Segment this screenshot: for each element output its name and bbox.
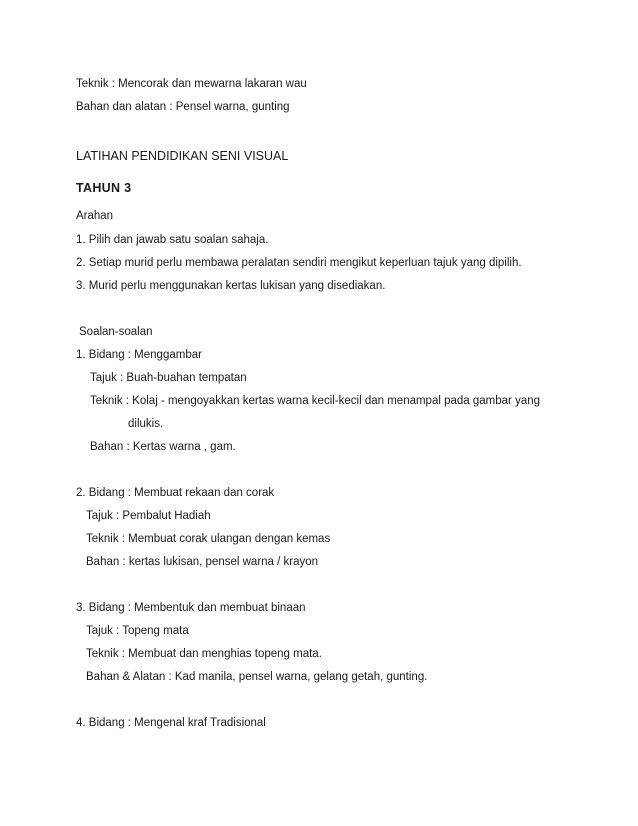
arahan-item-1: 1. Pilih dan jawab satu soalan sahaja.	[76, 234, 269, 246]
q2-teknik: Teknik : Membuat corak ulangan dengan kemas	[86, 533, 331, 545]
q1-bahan: Bahan : Kertas warna , gam.	[90, 441, 236, 453]
q2-bidang: 2. Bidang : Membuat rekaan dan corak	[76, 487, 275, 499]
q1-teknik: Teknik : Kolaj - mengoyakkan kertas warna kecil-kecil dan menampal pada gambar yang	[90, 395, 541, 407]
q3-tajuk: Tajuk : Topeng mata	[86, 625, 189, 637]
q4-bidang: 4. Bidang : Mengenal kraf Tradisional	[76, 717, 266, 729]
arahan-heading: Arahan	[76, 210, 114, 222]
arahan-item-2: 2. Setiap murid perlu membawa peralatan sendiri mengikut keperluan tajuk yang dipilih.	[76, 257, 522, 269]
q1-bidang: 1. Bidang : Menggambar	[76, 349, 202, 361]
document-title: LATIHAN PENDIDIKAN SENI VISUAL	[76, 149, 289, 163]
header-teknik: Teknik : Mencorak dan mewarna lakaran wau	[76, 78, 307, 90]
q3-bidang: 3. Bidang : Membentuk dan membuat binaan	[76, 602, 306, 614]
q3-bahan: Bahan & Alatan : Kad manila, pensel warna, gelang getah, gunting.	[86, 671, 428, 683]
q1-teknik-cont: dilukis.	[128, 418, 164, 430]
arahan-item-3: 3. Murid perlu menggunakan kertas lukisan yang disediakan.	[76, 280, 386, 292]
q2-bahan: Bahan : kertas lukisan, pensel warna / krayon	[86, 556, 319, 568]
q2-tajuk: Tajuk : Pembalut Hadiah	[86, 510, 211, 522]
year-heading: TAHUN 3	[76, 181, 132, 195]
soalan-heading: Soalan-soalan	[79, 326, 153, 338]
q1-tajuk: Tajuk : Buah-buahan tempatan	[90, 372, 247, 384]
q3-teknik: Teknik : Membuat dan menghias topeng mata.	[86, 648, 322, 660]
header-bahan: Bahan dan alatan : Pensel warna, gunting	[76, 101, 290, 113]
